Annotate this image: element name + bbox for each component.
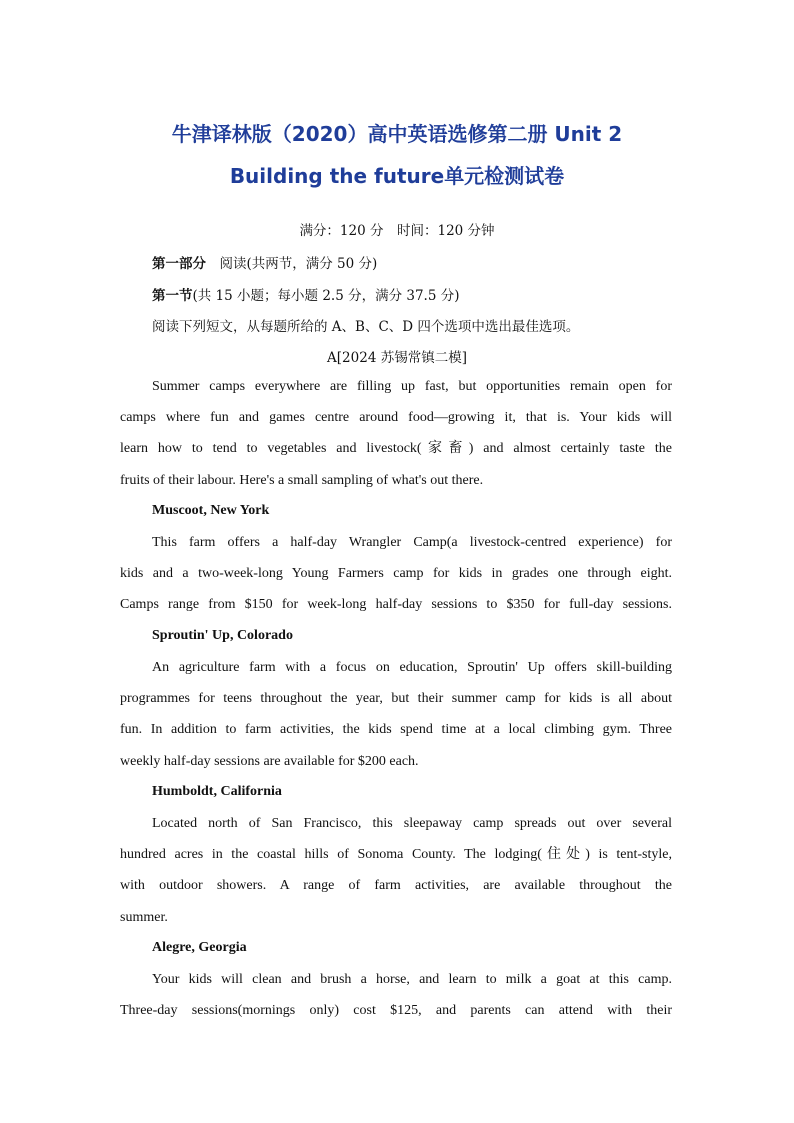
camp-paragraph bbox=[120, 808, 672, 933]
exam-meta: 满分：120 分 时间：120 分钟 bbox=[299, 223, 495, 239]
paragraph-line: camps where fun and games centre around food—growing it, that is. Your kids will bbox=[120, 410, 672, 426]
part-one-label: 第一部分 bbox=[152, 256, 206, 272]
instruction-text: 阅读下列短文，从每题所给的 A、B、C、D 四个选项中选出最佳选项。 bbox=[152, 319, 580, 335]
camp-heading: Humboldt, California bbox=[152, 784, 282, 799]
paragraph-line: kids and a two-week-long Young Farmers camp for kids in grades one through eight. bbox=[120, 566, 672, 582]
paragraph-line: summer. bbox=[120, 909, 168, 925]
paragraph-line: Your kids will clean and brush a horse, and learn to milk a goat at this camp. bbox=[152, 972, 672, 987]
title-line-1: 牛津译林版（2020）高中英语选修第二册 Unit 2 bbox=[171, 122, 623, 146]
paragraph-line: Summer camps everywhere are filling up fast, but opportunities remain open for bbox=[152, 379, 672, 394]
paragraph-line: hundred acres in the coastal hills of Sonoma County. The lodging(住处) is tent-style, bbox=[120, 847, 672, 863]
paragraph-line: Located north of San Francisco, this sleepaway camp spreads out over several bbox=[152, 816, 672, 831]
passage-source bbox=[0, 346, 794, 366]
paragraph-line: with outdoor showers. A range of farm activities, are available throughout the bbox=[120, 878, 672, 894]
section-one-text: (共 15 小题；每小题 2.5 分，满分 37.5 分) bbox=[192, 288, 460, 304]
section-one-heading bbox=[152, 284, 460, 304]
intro-paragraph bbox=[120, 371, 672, 496]
paragraph-line: programmes for teens throughout the year, but their summer camp for kids is all about bbox=[120, 691, 672, 707]
paragraph-line: fruits of their labour. Here's a small sampling of what's out there. bbox=[120, 472, 484, 488]
title-line-2: Building the future单元检测试卷 bbox=[229, 164, 565, 188]
paragraph-line: fun. In addition to farm activities, the kids spend time at a local climbing gym. Three bbox=[120, 722, 672, 738]
paragraph-line: An agriculture farm with a focus on education, Sproutin' Up offers skill-building bbox=[152, 660, 672, 675]
camp-paragraph bbox=[120, 527, 672, 621]
paragraph-line: learn how to tend to vegetables and livestock(家畜) and almost certainly taste the bbox=[120, 441, 672, 457]
camp-heading: Muscoot, New York bbox=[152, 503, 270, 518]
camp-heading: Sproutin' Up, Colorado bbox=[152, 628, 293, 643]
paragraph-line: This farm offers a half-day Wrangler Camp(a livestock-centred experience) for bbox=[152, 535, 672, 550]
camp-heading: Alegre, Georgia bbox=[152, 940, 247, 955]
section-one-label: 第一节 bbox=[152, 288, 193, 304]
camp-paragraph bbox=[120, 652, 672, 777]
paragraph-line: Three-day sessions(mornings only) cost $125, and parents can attend with their bbox=[120, 1003, 672, 1019]
part-one-heading bbox=[152, 252, 377, 272]
paragraph-line: Camps range from $150 for week-long half-day sessions to $350 for full-day sessions. bbox=[120, 597, 672, 613]
passage-letter: A bbox=[327, 350, 337, 366]
camp-paragraph bbox=[120, 964, 672, 1026]
paragraph-line: weekly half-day sessions are available for $200 each. bbox=[120, 753, 419, 769]
part-one-text: 阅读(共两节，满分 50 分) bbox=[206, 256, 378, 272]
passage-source-text: [2024 苏锡常镇二模] bbox=[336, 350, 467, 366]
